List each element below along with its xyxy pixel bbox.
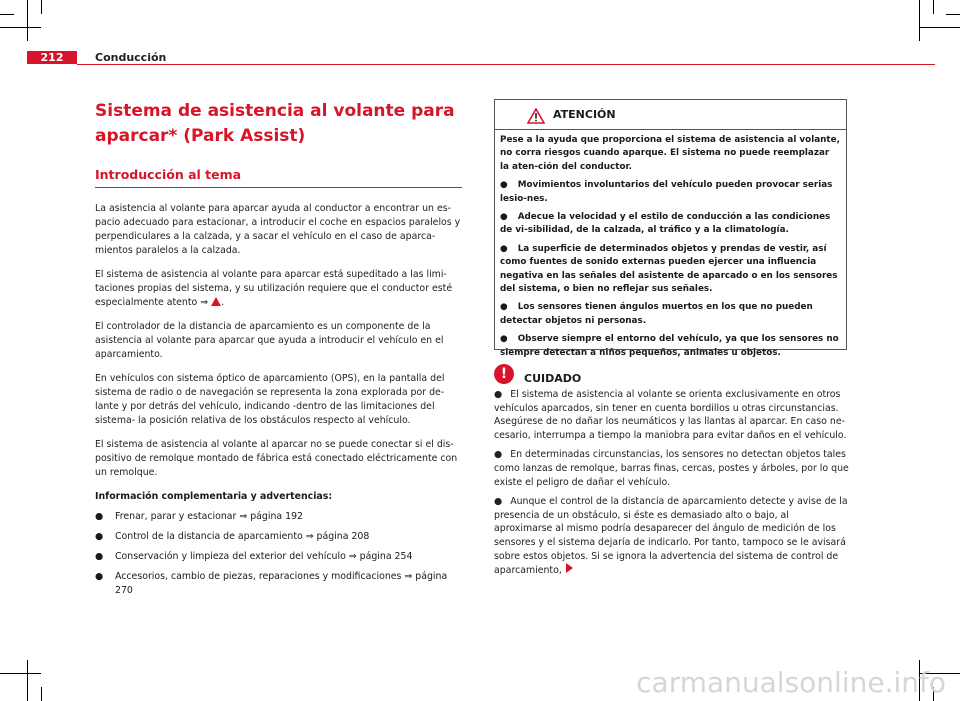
article-subtitle: Introducción al tema — [95, 167, 462, 188]
article-title — [95, 99, 462, 149]
watermark: carmanualsonline.info — [636, 666, 946, 699]
crop-mark — [27, 0, 28, 41]
warning-item-text: Movimientos involuntarios del vehículo pueden provocar serias lesio-nes. — [500, 180, 833, 204]
warning-intro: Pese a la ayuda que proporciona el sistema de asistencia al volante, no corra riesgos cuando aparque. El sistema no puede reemplazar la aten-ción del conductor. — [500, 135, 840, 172]
paragraph: La asistencia al volante para aparcar ayuda al conductor a encontrar un es-pacio adecuado para estacionar, a introducir el coche en espacios paralelos y perpendiculares a la calzada, y a sacar el vehículo en el caso de aparca-mientos paralelos a la calzada. — [95, 203, 461, 256]
info-item[interactable] — [95, 570, 462, 598]
paragraph: En vehículos con sistema óptico de aparcamiento (OPS), en la pantalla del sistema de radio o de navegación se representa la zona explorada por de-lante y por detrás del vehículo, indicando -dentro de las limitaciones del sistema- la posición relativa de los obstáculos respecto al vehículo. — [95, 373, 445, 426]
warning-body — [495, 130, 846, 360]
info-heading: Información complementaria y advertencias: — [95, 491, 333, 502]
caution-item-text: El sistema de asistencia al volante se orienta exclusivamente en otros vehículos aparcados, sin tener en cuenta bordillos u otras circunstancias. Asegúrese de no dañar los neumáticos y las llantas al aparcar. En caso ne-cesario, interrumpa a tiempo la maniobra para evitar daños en el vehículo. — [494, 389, 847, 441]
bullet-icon: ● — [500, 334, 508, 345]
warning-title: ATENCIÓN — [553, 108, 616, 121]
bullet-icon: ● — [95, 551, 104, 562]
warning-item — [500, 179, 841, 206]
bullet-icon: ● — [95, 571, 104, 582]
caution-item — [494, 448, 849, 489]
warning-item — [500, 211, 841, 238]
warning-item — [500, 333, 841, 360]
warning-header — [495, 100, 846, 130]
crop-mark — [919, 0, 920, 41]
bullet-icon: ● — [494, 496, 503, 508]
caution-item — [494, 388, 849, 442]
warning-item — [500, 243, 841, 297]
page-number: 212 — [27, 51, 77, 64]
paragraph: El sistema de asistencia al volante al aparcar no se puede conectar si el dis-positivo de remolque montado de fábrica está conectado eléctricamente con un remolque. — [95, 439, 458, 478]
warning-item-text: La superficie de determinados objetos y prendas de vestir, así como fuentes de sonido externas pueden ejercer una influencia negativa en las señales del asistente de aparcado o en los sensores del sistema, o bien no reflejar sus señales. — [500, 243, 838, 295]
info-item-text: Frenar, parar y estacionar ⇒ página 192 — [115, 511, 304, 522]
article-title-line1: Sistema de asistencia al volante para — [95, 101, 455, 121]
crop-mark — [41, 0, 42, 14]
warning-item — [500, 301, 841, 328]
warning-item-text: Los sensores tienen ángulos muertos en los que no pueden detectar objetos ni personas. — [500, 302, 813, 326]
crop-mark — [27, 660, 28, 701]
crop-mark — [0, 27, 41, 28]
warning-ref-icon[interactable] — [211, 297, 221, 306]
caution-header — [494, 362, 849, 388]
crop-mark — [933, 0, 934, 14]
info-item[interactable] — [95, 530, 462, 544]
crop-mark — [41, 687, 42, 701]
crop-mark — [0, 673, 41, 674]
caution-title: CUIDADO — [524, 372, 582, 385]
warning-item-text: Adecue la velocidad y el estilo de conducción a las condiciones de vi-sibilidad, de la calzada, al tráfico y a la climatología. — [500, 212, 831, 236]
bullet-icon: ● — [500, 180, 508, 191]
paragraph: El controlador de la distancia de aparcamiento es un componente de la asistencia al volante para aparcar que ayuda a introducir el vehículo en el aparcamiento. — [95, 321, 444, 360]
paragraph-text: El sistema de asistencia al volante para aparcar está supeditado a las limi-taciones propias del sistema, y su utilización requiere que el conductor esté especialmente atento ⇒ — [95, 269, 453, 308]
paragraph-with-warning-ref: El sistema de asistencia al volante para aparcar está supeditado a las limi-taciones propias del sistema, y su utilización requiere que el conductor esté especialmente atento ⇒ . — [95, 269, 453, 308]
info-item-text: Control de la distancia de aparcamiento ⇒ página 208 — [115, 531, 370, 542]
section-title: Conducción — [95, 51, 167, 64]
bullet-icon: ● — [494, 449, 503, 461]
bullet-icon: ● — [500, 212, 508, 223]
caution-item — [494, 495, 849, 578]
article-title-line2: aparcar* (Park Assist) — [95, 126, 306, 146]
caution-item-text: En determinadas circunstancias, los sensores no detectan objetos tales como lanzas de remolque, barras finas, cercas, postes y árboles, por lo que existe el peligro de dañar el vehículo. — [494, 449, 849, 488]
info-item-text: Accesorios, cambio de piezas, reparaciones y modificaciones ⇒ página 270 — [115, 571, 448, 596]
warning-box — [494, 99, 847, 358]
warning-item-text: Observe siempre el entorno del vehículo, ya que los sensores no siempre detectan a niños pequeños, animales u objetos. — [500, 334, 839, 358]
crop-mark — [0, 14, 14, 15]
crop-mark — [919, 27, 960, 28]
crop-mark — [946, 14, 960, 15]
bullet-icon: ● — [494, 389, 503, 400]
header-rule — [77, 64, 935, 65]
caution-item-text: Aunque el control de la distancia de aparcamiento detecte y avise de la presencia de un obstáculo, si éste es demasiado alto o bajo, al aproximarse al mismo podría desaparecer del ángulo de medición de los sensores y el sistema dejaría de indicarlo. Por tanto, tampoco se le avisará sobre estos objetos. Si se ignora la advertencia del sistema de control de aparcamiento, — [494, 496, 848, 577]
info-item-text: Conservación y limpieza del exterior del vehículo ⇒ página 254 — [115, 551, 413, 562]
bullet-icon: ● — [500, 243, 508, 254]
caution-section — [494, 362, 849, 584]
info-item[interactable] — [95, 510, 462, 524]
bullet-icon: ● — [95, 511, 104, 522]
continue-arrow-icon[interactable] — [566, 563, 573, 573]
exclamation-circle-icon: ! — [494, 364, 514, 384]
bullet-icon: ● — [500, 302, 508, 313]
warning-triangle-icon — [527, 108, 545, 124]
bullet-icon: ● — [95, 531, 104, 542]
article-column — [95, 99, 462, 598]
info-item[interactable] — [95, 550, 462, 564]
